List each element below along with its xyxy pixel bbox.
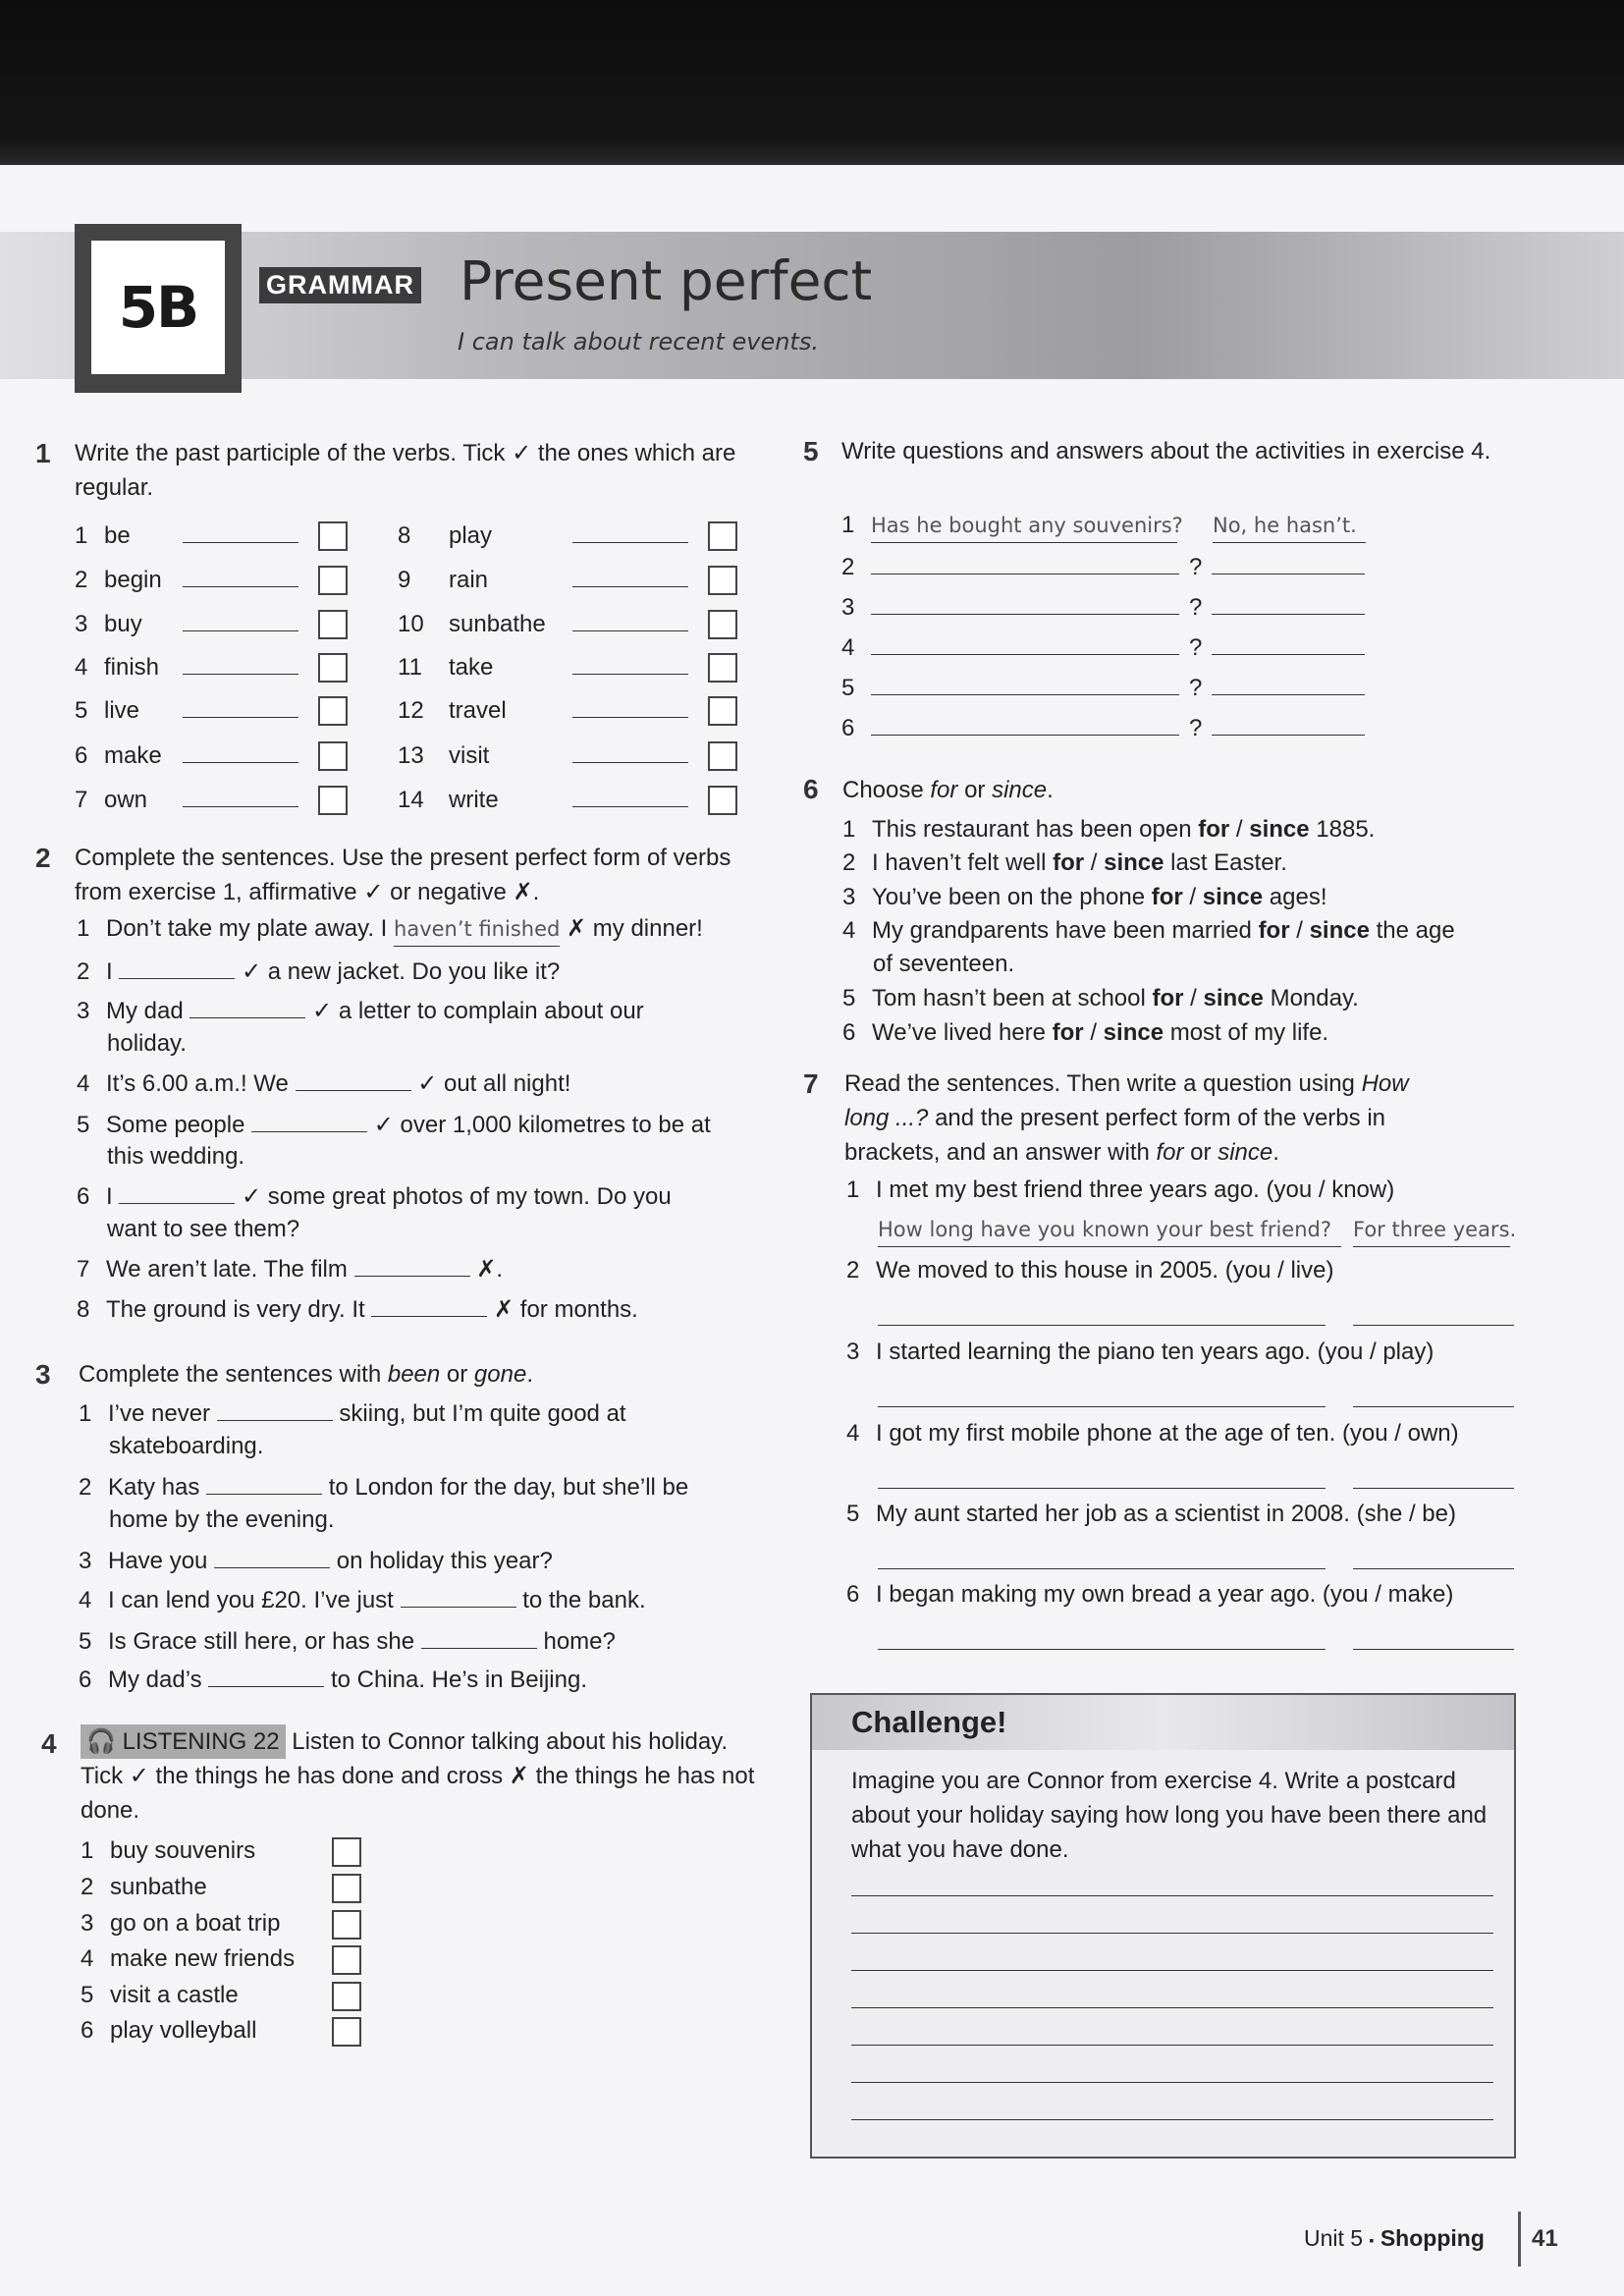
item-text: I started learning the piano ten years ago. (you / play) <box>876 1339 1435 1365</box>
item-number: 10 <box>398 611 424 637</box>
ex5-row-6 <box>841 711 1365 745</box>
item-number: 4 <box>79 1587 92 1613</box>
ex1-regular-checkbox-11[interactable] <box>708 653 737 683</box>
item-number: 6 <box>81 2017 94 2044</box>
ex2-item-8: 8 The ground is very dry. It ✗ for months. <box>77 1292 638 1327</box>
ex5-question-blank[interactable] <box>871 550 1179 574</box>
ex1-item-13 <box>398 738 688 773</box>
listening-tag[interactable]: 🎧 LISTENING 22 <box>81 1724 286 1759</box>
ex2-answer-blank-5[interactable] <box>251 1108 367 1132</box>
choice-since[interactable]: since <box>1309 917 1370 944</box>
page-footer <box>1304 2225 1485 2252</box>
item-text: I can lend you £20. I’ve just <box>108 1587 394 1613</box>
ex1-regular-checkbox-10[interactable] <box>708 610 737 639</box>
ex4-item-3 <box>81 1907 280 1941</box>
ex1-regular-checkbox-6[interactable] <box>318 741 348 771</box>
item-number: 1 <box>841 512 855 538</box>
item-text: home? <box>543 1628 616 1655</box>
item-text: This restaurant has been open <box>872 816 1199 843</box>
item-text: go on a boat trip <box>110 1910 281 1937</box>
page-number: 41 <box>1532 2225 1558 2252</box>
choice-for[interactable]: for <box>1053 849 1085 876</box>
ex3-item-3 <box>79 1544 553 1578</box>
ex5-answer-blank[interactable] <box>1212 671 1365 695</box>
ex6-item-1 <box>842 813 1375 847</box>
item-text: Is Grace still here, or has she <box>108 1628 415 1655</box>
ex5-question-blank[interactable] <box>871 671 1179 695</box>
ex2-answer-blank-4[interactable] <box>296 1066 411 1091</box>
ex5-row-5 <box>841 671 1365 705</box>
item-number: 13 <box>398 742 424 769</box>
exercise-5-number: 5 <box>803 436 819 466</box>
footer-topic: Shopping <box>1380 2225 1485 2251</box>
ex4-item-6 <box>81 2014 256 2048</box>
item-text: I began making my own bread a year ago. (you / make) <box>876 1581 1454 1608</box>
ex1-item-8 <box>398 519 688 553</box>
ex1-regular-checkbox-12[interactable] <box>708 696 737 726</box>
item-text: You’ve been on the phone <box>872 884 1152 910</box>
item-text: the age <box>1369 917 1455 944</box>
ex6-item-2 <box>842 847 1287 880</box>
item-number: 1 <box>81 1837 94 1864</box>
challenge-writing-line[interactable] <box>851 2045 1493 2046</box>
item-number: 6 <box>75 742 88 769</box>
ex1-regular-checkbox-5[interactable] <box>318 696 348 726</box>
ex7-item-2 <box>846 1254 1333 1287</box>
item-text: most of my life. <box>1164 1019 1329 1046</box>
ex7-answer-blank[interactable] <box>1353 1406 1514 1407</box>
exercise-4-instruction: 🎧 LISTENING 22 Listen to Connor talking about his holiday. Tick ✓ the things he has done and cross ✗ the things he has not done. <box>81 1724 758 1828</box>
challenge-text: Imagine you are Connor from exercise 4. Write a postcard about your holiday saying how long you have been there and what you have done. <box>851 1768 1488 1863</box>
ex2-item-4: 4 It’s 6.00 a.m.! We ✓ out all night! <box>77 1066 570 1101</box>
ex1-answer-blank[interactable] <box>183 519 298 543</box>
challenge-box <box>810 1693 1516 2159</box>
ex4-checkbox-3[interactable] <box>332 1910 361 1940</box>
choice-for[interactable]: for <box>1152 985 1184 1011</box>
item-text: My grandparents have been married <box>872 917 1259 944</box>
ex7-item-4 <box>846 1417 1459 1450</box>
choice-slash: / <box>1289 917 1310 944</box>
ex3-item-5 <box>79 1624 616 1659</box>
choice-slash: / <box>1182 884 1203 910</box>
item-verb: live <box>104 697 140 724</box>
ex7-question-blank[interactable] <box>878 1488 1326 1489</box>
item-number: 2 <box>846 1257 860 1284</box>
item-number: 3 <box>81 1910 94 1937</box>
item-text: We moved to this house in 2005. (you / live) <box>876 1257 1334 1284</box>
question-mark: ? <box>1189 634 1203 661</box>
challenge-writing-line[interactable] <box>851 1970 1493 1971</box>
ex5-row-3 <box>841 590 1365 625</box>
footer-divider <box>1518 2212 1521 2267</box>
question-mark: ? <box>1189 554 1203 580</box>
unit-code: 5B <box>91 241 225 374</box>
ex1-item-12 <box>398 693 688 728</box>
ex2-item-6: 6 I ✓ some great photos of my town. Do you <box>77 1179 672 1214</box>
ex1-item-2 <box>75 563 298 597</box>
question-mark: ? <box>1189 715 1203 741</box>
item-text: last Easter. <box>1164 849 1287 876</box>
ex2-example-answer: haven’t finished <box>394 912 560 947</box>
exercise-1-number: 1 <box>35 438 51 468</box>
ex1-item-9 <box>398 563 688 597</box>
choice-since[interactable]: since <box>1203 985 1264 1011</box>
ex1-item-11 <box>398 650 688 684</box>
item-verb: sunbathe <box>449 611 546 637</box>
challenge-writing-line[interactable] <box>851 2119 1493 2120</box>
ex1-item-10 <box>398 607 688 641</box>
ex5-answer-blank[interactable] <box>1212 630 1365 655</box>
choice-for[interactable]: for <box>1052 1019 1084 1046</box>
item-text: I haven’t felt well <box>872 849 1054 876</box>
item-text: My aunt started her job as a scientist in 2008. (she / be) <box>876 1501 1456 1527</box>
item-number: 6 <box>79 1667 92 1693</box>
ex1-regular-checkbox-13[interactable] <box>708 741 737 771</box>
ex5-question-blank[interactable] <box>871 590 1179 615</box>
item-text: sunbathe <box>110 1874 207 1900</box>
ex3-item-6 <box>79 1663 587 1697</box>
ex6-item-5 <box>842 982 1359 1015</box>
item-number: 12 <box>398 697 424 724</box>
item-number: 6 <box>846 1581 860 1608</box>
ex1-item-5 <box>75 693 298 728</box>
item-number: 8 <box>398 522 411 549</box>
ex4-item-5 <box>81 1979 239 2012</box>
ex1-answer-blank[interactable] <box>183 693 298 718</box>
exercise-4-number: 4 <box>41 1728 57 1759</box>
ex5-answer-blank[interactable] <box>1212 550 1365 574</box>
exercise-2-number: 2 <box>35 843 51 873</box>
section-tag: GRAMMAR <box>259 267 421 303</box>
ex2-item-1: 1 Don’t take my plate away. I haven’t finished ✗ my dinner! <box>77 912 703 947</box>
ex6-item-6 <box>842 1016 1328 1050</box>
ex2-answer-blank-3[interactable] <box>189 994 305 1018</box>
item-text: 1885. <box>1309 816 1376 843</box>
headphones-icon: 🎧 <box>86 1728 116 1755</box>
ex2-item-5-cont: this wedding. <box>107 1143 245 1170</box>
item-number: 5 <box>846 1501 860 1527</box>
item-verb: visit <box>449 742 490 769</box>
exercise-7-instruction: Read the sentences. Then write a question using How long ...? and the present perfect form of the verbs in brackets, and an answer with for or since. <box>844 1070 1409 1166</box>
unit-badge <box>75 224 242 393</box>
item-text: to China. He’s in Beijing. <box>330 1667 587 1693</box>
item-verb: travel <box>449 697 507 724</box>
item-verb: make <box>104 742 162 769</box>
item-number: 5 <box>841 675 855 701</box>
item-number: 11 <box>398 654 422 681</box>
ex1-answer-blank[interactable] <box>572 693 688 718</box>
item-verb: play <box>449 522 493 549</box>
ex1-regular-checkbox-14[interactable] <box>708 786 737 815</box>
item-verb: finish <box>104 654 160 681</box>
ex7-question-blank[interactable] <box>878 1649 1326 1650</box>
choice-for[interactable]: for <box>1258 917 1290 944</box>
ex1-answer-blank[interactable] <box>572 519 688 543</box>
item-text: Have you <box>108 1548 208 1574</box>
ex1-answer-blank[interactable] <box>572 563 688 587</box>
ex1-regular-checkbox-4[interactable] <box>318 653 348 683</box>
ex1-regular-checkbox-1[interactable] <box>318 521 348 551</box>
ex5-answer-blank[interactable] <box>1212 590 1365 615</box>
ex4-checkbox-6[interactable] <box>332 2017 361 2047</box>
item-number: 3 <box>846 1339 860 1365</box>
ex4-checkbox-4[interactable] <box>332 1945 361 1975</box>
ex5-example-answer: No, he hasn’t. <box>1213 509 1366 543</box>
item-text: to London for the day, but she’ll be <box>328 1474 689 1501</box>
ex7-item-5 <box>846 1498 1456 1531</box>
item-number: 2 <box>75 567 88 593</box>
ex4-item-4 <box>81 1942 295 1976</box>
ex7-example-question-text: How long have you known your best friend? <box>878 1213 1341 1247</box>
challenge-writing-line[interactable] <box>851 1895 1493 1896</box>
item-text: skiing, but I’m quite good at <box>339 1400 626 1427</box>
ex6-item-4 <box>842 914 1455 948</box>
exercise-3-number: 3 <box>35 1359 51 1390</box>
choice-since[interactable]: since <box>1104 849 1164 876</box>
item-number: 1 <box>79 1400 92 1427</box>
ex1-answer-blank[interactable] <box>572 783 688 807</box>
ex7-item-1 <box>846 1174 1394 1207</box>
top-dark-band <box>0 0 1624 165</box>
item-number: 14 <box>398 787 424 813</box>
item-number: 4 <box>846 1420 860 1447</box>
ex3-answer-blank[interactable] <box>401 1583 516 1608</box>
exercise-6-number: 6 <box>803 774 819 804</box>
item-number: 3 <box>75 611 88 637</box>
ex1-item-14 <box>398 783 688 817</box>
ex3-item-1 <box>79 1396 626 1431</box>
ex4-checkbox-2[interactable] <box>332 1874 361 1903</box>
choice-for[interactable]: for <box>1151 884 1183 910</box>
ex1-item-1 <box>75 519 298 553</box>
item-verb: write <box>449 787 499 813</box>
ex7-question-blank[interactable] <box>878 1568 1326 1569</box>
item-text: buy souvenirs <box>110 1837 256 1864</box>
item-verb: take <box>449 654 494 681</box>
ex5-row-1 <box>841 509 1366 543</box>
ex1-answer-blank[interactable] <box>183 607 298 631</box>
ex7-item-6 <box>846 1578 1453 1612</box>
challenge-writing-line[interactable] <box>851 1933 1493 1934</box>
item-text: Monday. <box>1263 985 1359 1011</box>
ex1-regular-checkbox-8[interactable] <box>708 521 737 551</box>
item-number: 1 <box>842 816 856 843</box>
item-number: 5 <box>79 1628 92 1655</box>
item-text: on holiday this year? <box>336 1548 553 1574</box>
item-number: 7 <box>75 787 88 813</box>
item-text: Tom hasn’t been at school <box>872 985 1153 1011</box>
ex3-item-2 <box>79 1470 688 1504</box>
question-mark: ? <box>1189 675 1203 701</box>
exercise-1-instruction: Write the past participle of the verbs. Tick ✓ the ones which are regular. <box>75 440 736 501</box>
item-number: 5 <box>75 697 88 724</box>
ex7-question-blank[interactable] <box>878 1325 1326 1326</box>
item-number: 4 <box>842 917 856 944</box>
ex5-question-blank[interactable] <box>871 630 1179 655</box>
ex7-example-answer-text: For three years. <box>1353 1213 1510 1247</box>
item-number: 4 <box>75 654 88 681</box>
ex3-item-4 <box>79 1583 646 1617</box>
challenge-writing-line[interactable] <box>851 2007 1493 2008</box>
ex7-answer-blank[interactable] <box>1353 1325 1514 1326</box>
footer-bullet: ▪ <box>1369 2231 1375 2248</box>
ex1-regular-checkbox-2[interactable] <box>318 566 348 595</box>
ex2-item-6-cont: want to see them? <box>107 1216 300 1242</box>
choice-since[interactable]: since <box>1103 1019 1164 1046</box>
ex7-answer-blank[interactable] <box>1353 1568 1514 1569</box>
ex1-item-6 <box>75 738 298 773</box>
item-text: We’ve lived here <box>872 1019 1053 1046</box>
item-text: visit a castle <box>110 1982 239 2008</box>
question-mark: ? <box>1189 594 1203 621</box>
item-verb: be <box>104 522 131 549</box>
ex1-answer-blank[interactable] <box>572 607 688 631</box>
ex3-item-1-cont: skateboarding. <box>109 1433 264 1459</box>
ex2-item-7: 7 We aren’t late. The film ✗. <box>77 1252 503 1286</box>
item-number: 4 <box>81 1945 94 1972</box>
ex1-item-3 <box>75 607 298 641</box>
ex3-answer-blank[interactable] <box>421 1624 537 1649</box>
item-number: 6 <box>842 1019 856 1046</box>
ex1-regular-checkbox-9[interactable] <box>708 566 737 595</box>
ex4-checkbox-5[interactable] <box>332 1982 361 2011</box>
ex5-row-4 <box>841 630 1365 665</box>
page-subtitle: I can talk about recent events. <box>458 328 819 355</box>
item-number: 5 <box>842 985 856 1011</box>
ex2-item-5: 5 Some people ✓ over 1,000 kilometres to be at <box>77 1108 711 1142</box>
item-number: 3 <box>841 594 855 621</box>
challenge-writing-line[interactable] <box>851 2082 1493 2083</box>
ex7-example-question <box>878 1213 1341 1247</box>
item-verb: buy <box>104 611 142 637</box>
ex1-answer-blank[interactable] <box>183 738 298 763</box>
ex6-item-4-cont: of seventeen. <box>873 951 1015 977</box>
item-text: I got my first mobile phone at the age of ten. (you / own) <box>876 1420 1459 1447</box>
footer-unit: Unit 5 <box>1304 2225 1364 2251</box>
item-number: 3 <box>79 1548 92 1574</box>
ex7-answer-blank[interactable] <box>1353 1488 1514 1489</box>
ex7-example-answer <box>1353 1213 1517 1247</box>
ex2-item-3: 3 My dad ✓ a letter to complain about our <box>77 994 644 1028</box>
item-text: Katy has <box>108 1474 200 1501</box>
ex2-answer-blank-2[interactable] <box>119 955 235 979</box>
ex3-answer-blank[interactable] <box>206 1470 322 1495</box>
ex1-regular-checkbox-3[interactable] <box>318 610 348 639</box>
choice-slash: / <box>1183 985 1204 1011</box>
item-number: 3 <box>842 884 856 910</box>
item-number: 1 <box>846 1176 860 1203</box>
item-text: My dad’s <box>108 1667 202 1693</box>
item-number: 1 <box>75 522 88 549</box>
ex2-answer-blank-6[interactable] <box>119 1179 235 1204</box>
choice-for[interactable]: for <box>1198 816 1230 843</box>
ex2-answer-blank-7[interactable] <box>354 1252 470 1277</box>
ex3-answer-blank[interactable] <box>217 1396 333 1421</box>
ex2-item-3-cont: holiday. <box>107 1030 187 1057</box>
challenge-title: Challenge! <box>851 1705 1007 1739</box>
choice-slash: / <box>1083 1019 1104 1046</box>
exercise-6-instruction: Choose for or since. <box>842 777 1054 803</box>
ex4-item-1 <box>81 1834 255 1868</box>
ex1-answer-blank[interactable] <box>183 563 298 587</box>
ex7-question-blank[interactable] <box>878 1406 1326 1407</box>
ex1-answer-blank[interactable] <box>572 738 688 763</box>
exercise-2-instruction: Complete the sentences. Use the present perfect form of verbs from exercise 1, affirmative ✓ or negative ✗. <box>75 845 731 905</box>
choice-slash: / <box>1084 849 1105 876</box>
item-number: 2 <box>842 849 856 876</box>
ex6-item-3 <box>842 881 1327 914</box>
ex1-answer-blank[interactable] <box>183 783 298 807</box>
item-number: 2 <box>79 1474 92 1501</box>
item-number: 2 <box>841 554 855 580</box>
item-text: ages! <box>1263 884 1327 910</box>
ex1-answer-blank[interactable] <box>572 650 688 675</box>
exercise-5-instruction: Write questions and answers about the activities in exercise 4. <box>841 438 1491 465</box>
item-verb: begin <box>104 567 162 593</box>
item-text: play volleyball <box>110 2017 257 2044</box>
item-number: 2 <box>81 1874 94 1900</box>
ex1-regular-checkbox-7[interactable] <box>318 786 348 815</box>
ex3-answer-blank[interactable] <box>214 1544 330 1568</box>
item-number: 6 <box>841 715 855 741</box>
item-text: to the bank. <box>522 1587 646 1613</box>
ex1-answer-blank[interactable] <box>183 650 298 675</box>
item-verb: rain <box>449 567 489 593</box>
ex5-row-2 <box>841 550 1365 584</box>
ex3-answer-blank[interactable] <box>208 1663 324 1687</box>
exercise-3-instruction: Complete the sentences with been or gone. <box>79 1361 533 1388</box>
item-text: make new friends <box>110 1945 296 1972</box>
ex1-item-7 <box>75 783 298 817</box>
item-verb: own <box>104 787 148 813</box>
ex7-item-3 <box>846 1336 1434 1369</box>
item-text: I’ve never <box>108 1400 211 1427</box>
choice-since[interactable]: since <box>1249 816 1310 843</box>
ex2-item-2: 2 I ✓ a new jacket. Do you like it? <box>77 955 560 989</box>
ex2-answer-blank-8[interactable] <box>371 1292 487 1317</box>
ex4-checkbox-1[interactable] <box>332 1837 361 1867</box>
item-number: 4 <box>841 634 855 661</box>
page-title: Present perfect <box>460 249 873 312</box>
ex5-example-question: Has he bought any souvenirs? <box>871 509 1177 543</box>
item-text: I met my best friend three years ago. (you / know) <box>876 1176 1395 1203</box>
choice-slash: / <box>1229 816 1250 843</box>
exercise-7-number: 7 <box>803 1068 819 1099</box>
item-number: 5 <box>81 1982 94 2008</box>
ex4-item-2 <box>81 1871 207 1904</box>
item-number: 9 <box>398 567 411 593</box>
ex5-question-blank[interactable] <box>871 711 1179 736</box>
ex5-answer-blank[interactable] <box>1212 711 1365 736</box>
ex7-answer-blank[interactable] <box>1353 1649 1514 1650</box>
ex1-item-4 <box>75 650 298 684</box>
choice-since[interactable]: since <box>1202 884 1264 910</box>
ex3-item-2-cont: home by the evening. <box>109 1506 335 1533</box>
